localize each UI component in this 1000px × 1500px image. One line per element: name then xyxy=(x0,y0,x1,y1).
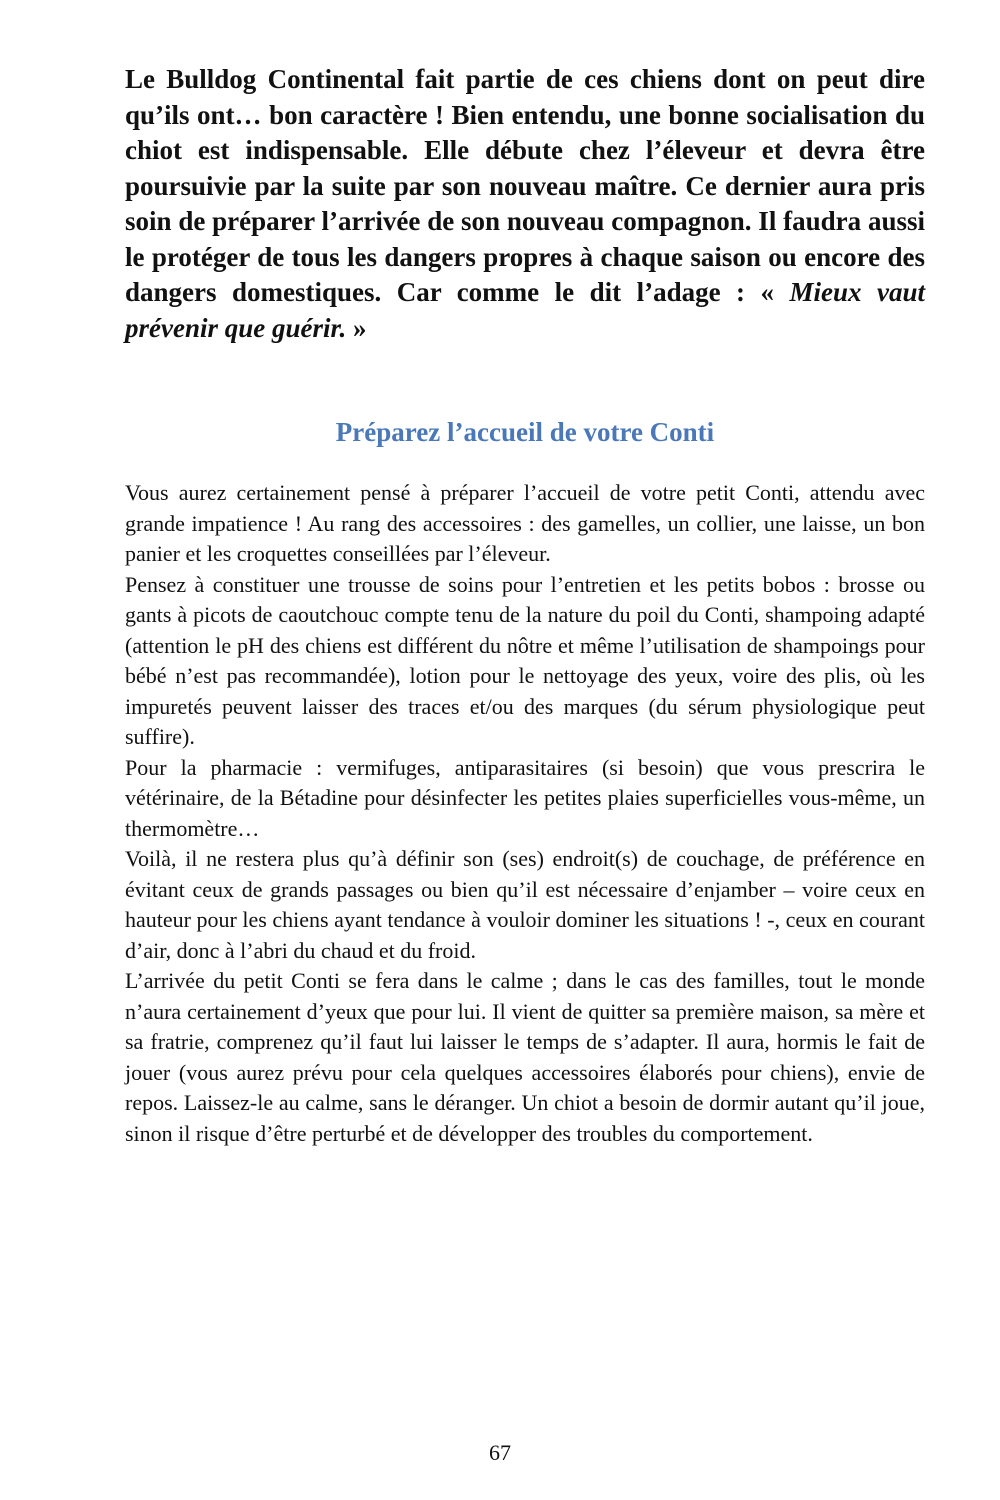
intro-paragraph xyxy=(125,62,925,346)
intro-quote: Mieux vaut prévenir que guérir. xyxy=(125,277,925,343)
intro-text: Le Bulldog Continental fait partie de ces chiens dont on peut dire qu’ils ont… bon caractère ! Bien entendu, une bonne socialisation du chiot est indispensable. Elle débute chez l’éleveur et devra être poursuivie par la suite par son nouveau maître. Ce dernier aura pris soin de préparer l’arrivée de son nouveau compagnon. Il faudra aussi le protéger de tous les dangers propres à chaque saison ou encore des dangers domestiques. Car comme le dit l’adage : « xyxy=(125,64,925,307)
intro-quote-close: » xyxy=(346,312,367,343)
body-paragraph-2: Pensez à constituer une trousse de soins pour l’entretien et les petits bobos : brosse ou gants à picots de caoutchouc compte tenu de la nature du poil du Conti, shampoing adapté (attention le pH des chiens est différent du nôtre et même l’utilisation de shampoings pour bébé n’est pas recommandée), lotion pour le nettoyage des yeux, voire des plis, où les impuretés peuvent laisser des traces et/ou des marques (du sérum physiologique peut suffire). xyxy=(125,571,925,749)
page-number: 67 xyxy=(489,1440,511,1465)
section-title: Préparez l’accueil de votre Conti xyxy=(335,417,715,447)
body-paragraph-4: Voilà, il ne restera plus qu’à définir son (ses) endroit(s) de couchage, de préférence en évitant ceux de grands passages ou bien qu’il est nécessaire d’enjamber – voire ceux en hauteur pour les chiens ayant tendance à vouloir dominer les situations ! -, ceux en courant d’air, donc à l’abri du chaud et du froid. xyxy=(125,846,925,963)
section-body xyxy=(125,478,925,1149)
page-content xyxy=(125,62,925,1149)
body-paragraph-3: Pour la pharmacie : vermifuges, antiparasitaires (si besoin) que vous prescrira le vétérinaire, de la Bétadine pour désinfecter les petites plaies superficielles vous-même, un thermomètre… xyxy=(125,754,925,841)
body-paragraph-1: Vous aurez certainement pensé à préparer l’accueil de votre petit Conti, attendu avec grande impatience ! Au rang des accessoires : des gamelles, un collier, une laisse, un bon panier et les croquettes conseillées par l’éleveur. xyxy=(125,480,925,566)
body-paragraph-5: L’arrivée du petit Conti se fera dans le calme ; dans le cas des familles, tout le monde n’aura certainement d’yeux que pour lui. Il vient de quitter sa première maison, sa mère et sa fratrie, comprenez qu’il faut lui laisser le temps de s’adapter. Il aura, hormis le fait de jouer (vous aurez prévu pour cela quelques accessoires élaborés pour chiens), envie de repos. Laissez-le au calme, sans le déranger. Un chiot a besoin de dormir autant qu’il joue, sinon il risque d’être perturbé et de développer des troubles du comportement. xyxy=(125,968,925,1146)
